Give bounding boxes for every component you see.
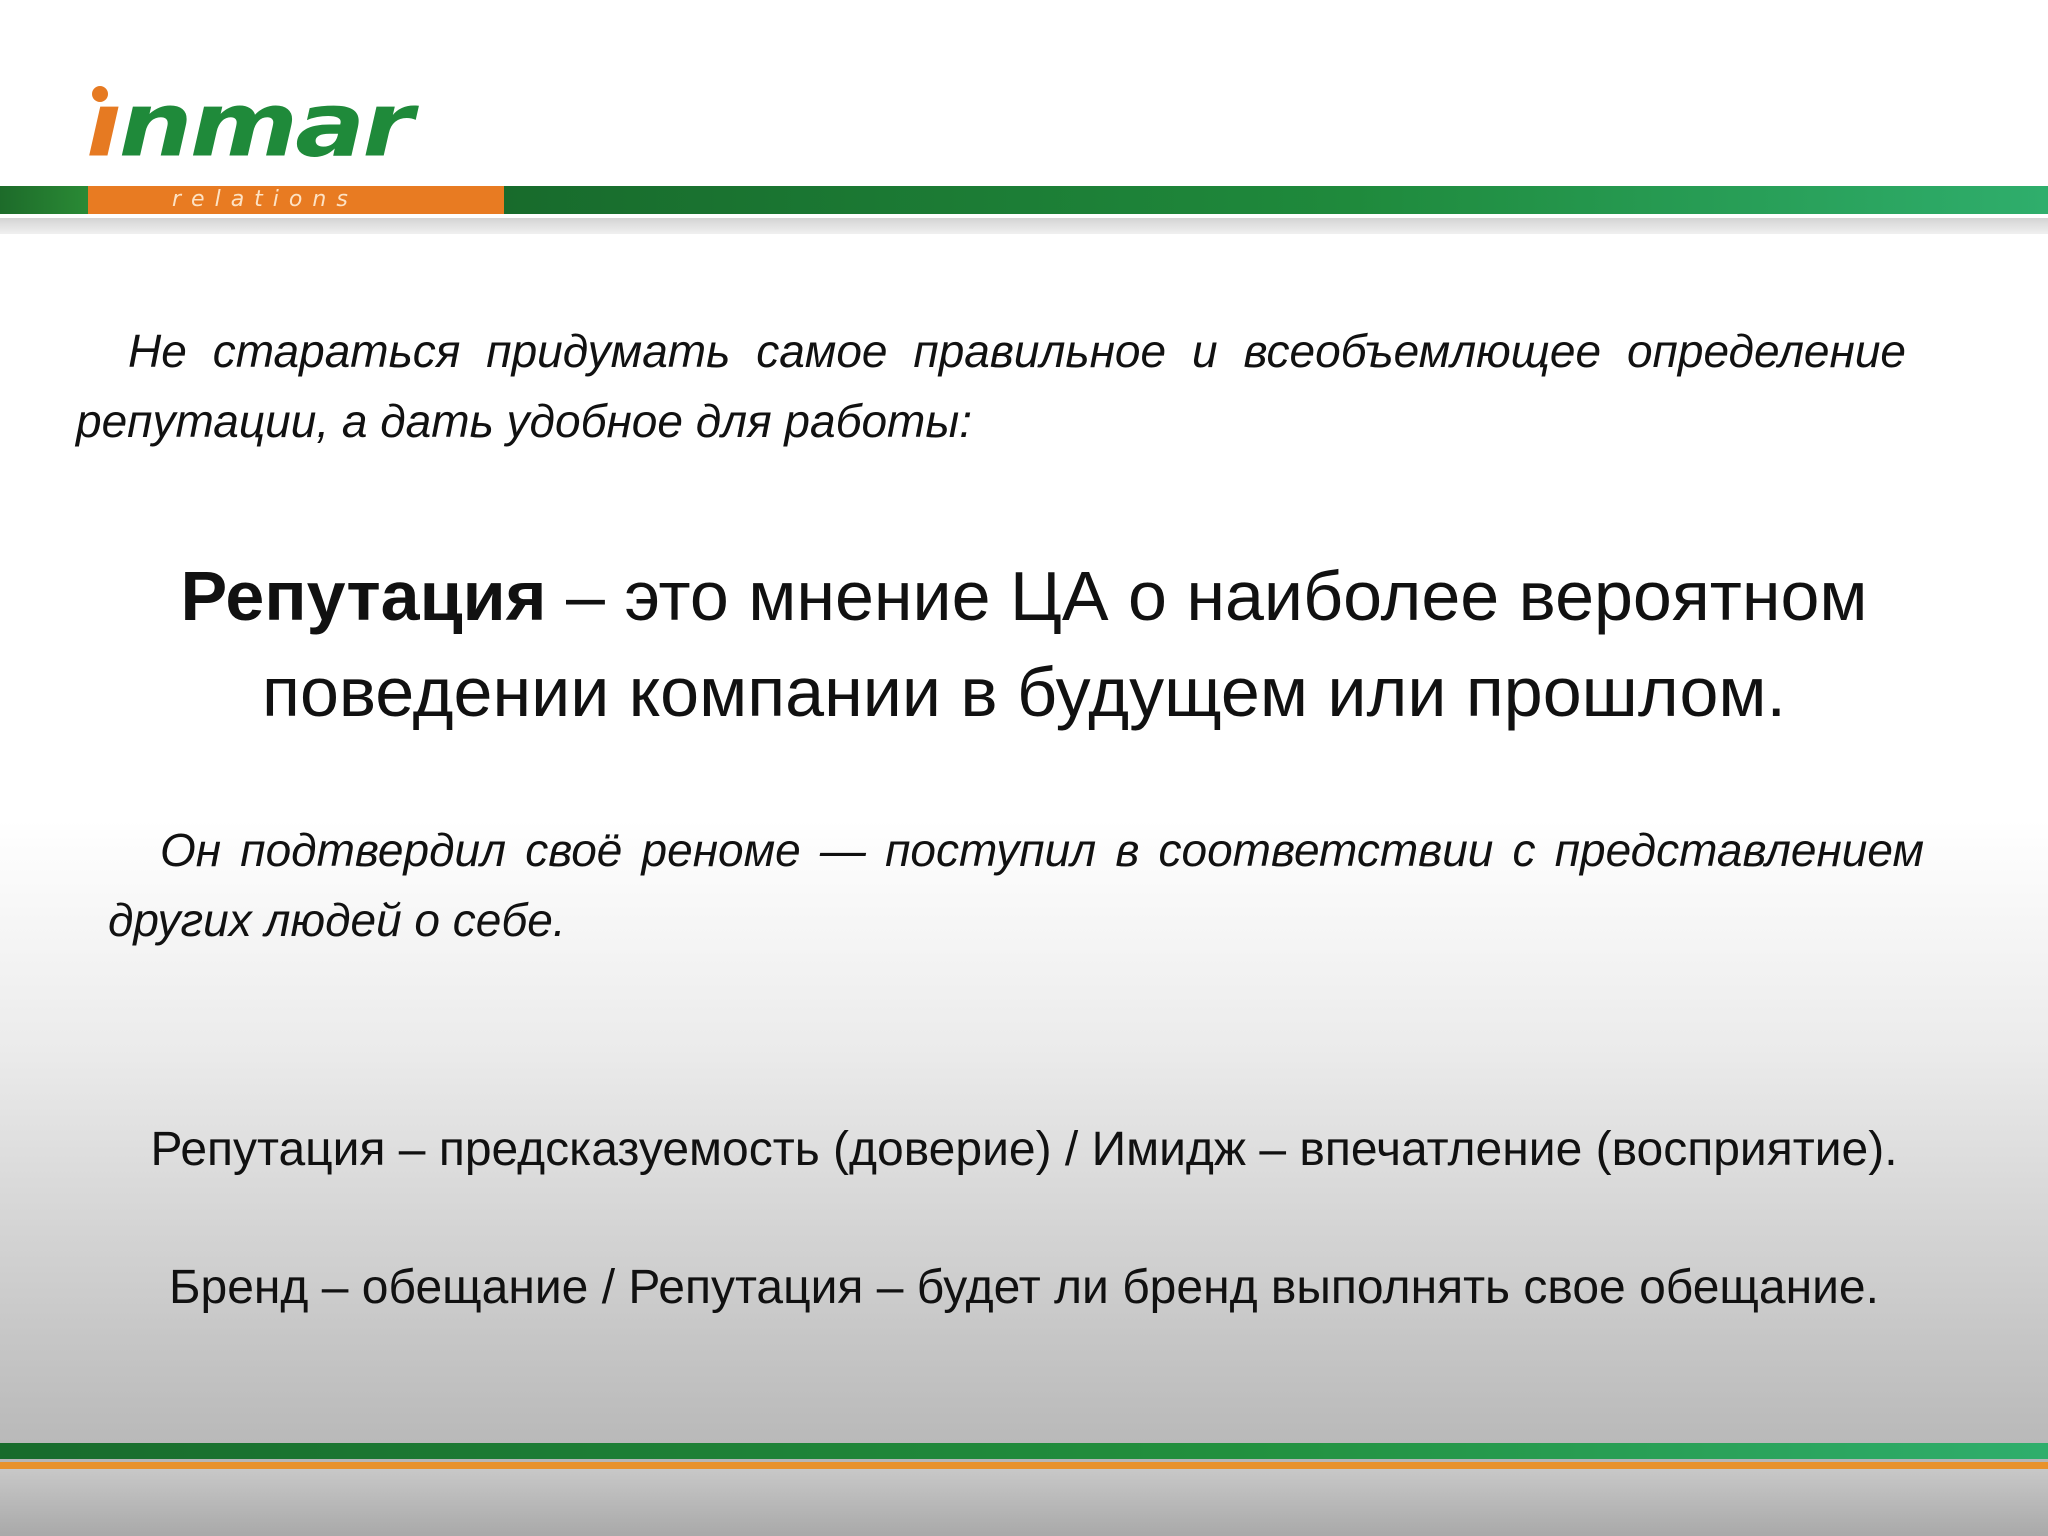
logo-wordmark-rest: nmar (118, 72, 411, 178)
logo-tagline: relations (172, 187, 358, 212)
company-logo (84, 70, 504, 180)
example-paragraph: Он подтвердил своё реноме — поступил в соответствии с представлением других людей о себе. (108, 824, 1924, 946)
definition-line-1 (0, 548, 2048, 644)
definition-line-1-rest: – это мнение ЦА о наиболее вероятном (546, 557, 1868, 635)
intro-paragraph: Не стараться придумать самое правильное и всеобъемлющее определение репутации, а дать удобное для работы: (76, 325, 1906, 447)
footer-band-orange (0, 1462, 2048, 1469)
header-band-orange (88, 186, 504, 214)
footer-band-green (0, 1443, 2048, 1459)
logo-first-letter: ı (86, 72, 119, 178)
footer-band-gray (0, 1469, 2048, 1536)
logo-wordmark (86, 72, 411, 178)
header-band-gray (0, 218, 2048, 234)
definition-term: Репутация (180, 557, 547, 635)
comparison-brand-reputation: Бренд – обещание / Репутация – будет ли бренд выполнять свое обещание. (169, 1261, 1879, 1314)
definition-block (0, 548, 2048, 740)
header-band-green (504, 186, 2048, 214)
definition-line-2: поведении компании в будущем или прошлом. (262, 653, 1786, 731)
comparison-reputation-image: Репутация – предсказуемость (доверие) / Имидж – впечатление (восприятие). (150, 1123, 1898, 1176)
header-band-left (0, 186, 88, 214)
